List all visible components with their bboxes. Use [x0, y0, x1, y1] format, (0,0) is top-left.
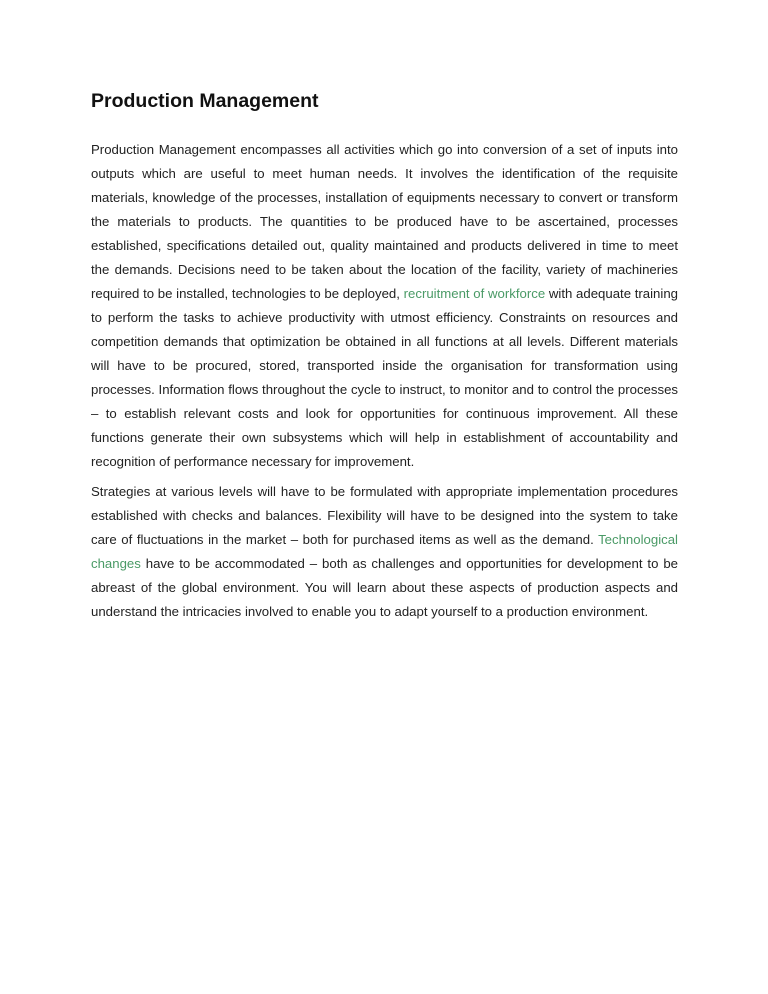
recruitment-of-workforce-link[interactable]: recruitment of workforce	[403, 286, 546, 301]
document-title: Production Management	[91, 90, 319, 112]
paragraph-intro	[91, 138, 678, 474]
technological-changes-link[interactable]: Technological changes	[91, 532, 678, 571]
paragraph-strategies	[91, 480, 678, 624]
paragraph-intro-text-end: with adequate training to perform the tasks to achieve productivity with utmost efficiency. Constraints on resources and competition demands that optimization be obtained in all functions at all levels. Different materials will have to be procured, stored, transported inside the organisation for transformation using processes. Information flows throughout the cycle to instruct, to monitor and to control the processes – to establish relevant costs and look for opportunities for continuous improvement. All these functions generate their own subsystems which will help in establishment of accountability and recognition of performance necessary for improvement.	[91, 286, 678, 469]
document-page	[91, 86, 678, 630]
paragraph-strategies-text-end: have to be accommodated – both as challenges and opportunities for development to be abreast of the global environment. You will learn about these aspects of production aspects and understand the intricacies involved to enable you to adapt yourself to a production environment.	[91, 556, 678, 619]
paragraph-intro-text-start: Production Management encompasses all activities which go into conversion of a set of inputs into outputs which are useful to meet human needs. It involves the identification of the requisite materials, knowledge of the processes, installation of equipments necessary to convert or transform the materials to products. The quantities to be produced have to be ascertained, processes established, specifications detailed out, quality maintained and products delivered in time to meet the demands. Decisions need to be taken about the location of the facility, variety of machineries required to be installed, technologies to be deployed,	[91, 142, 678, 301]
paragraph-strategies-text-start: Strategies at various levels will have to be formulated with appropriate implementation procedures established with checks and balances. Flexibility will have to be designed into the system to take care of fluctuations in the market – both for purchased items as well as the demand.	[91, 484, 678, 547]
